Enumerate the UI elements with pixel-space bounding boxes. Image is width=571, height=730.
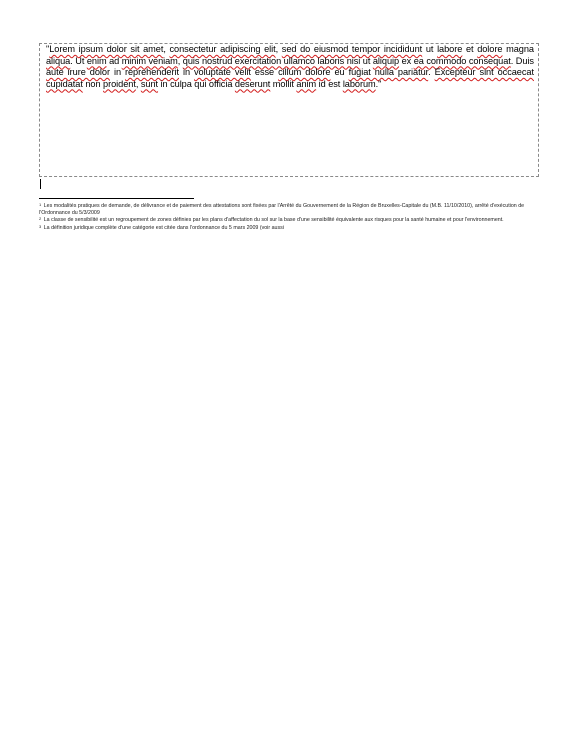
- spellcheck-flagged-text: aliquip: [372, 55, 400, 66]
- text-run: ad: [106, 55, 122, 66]
- text-run: .: [428, 67, 435, 77]
- spellcheck-flagged-text: consectetur adipiscing elit: [169, 44, 276, 54]
- spellcheck-flagged-text: enim: [86, 55, 107, 66]
- footnote-text: Les modalités pratiques de demande, de délivrance et de paiement des attestations sont fixées par l'Arrêté du Gouvernement de la Région de Bruxelles-Capitale du (M.B. 11/10/2010), arrêté d'exécution de l'Ordonnance du 5/3/2009: [39, 203, 525, 216]
- text-run: in: [178, 67, 194, 77]
- footnote-number: 1: [39, 202, 42, 207]
- footnote-separator: [39, 198, 194, 199]
- footnote-1: [39, 203, 541, 216]
- text-frame[interactable]: [39, 43, 539, 177]
- text-run: ,: [275, 44, 282, 54]
- spellcheck-flagged-text: proident: [103, 78, 136, 89]
- text-run: esse: [250, 67, 279, 77]
- spellcheck-flagged-text: aute irure dolor: [46, 67, 110, 77]
- spellcheck-flagged-text: fugiat nulla pariatur: [348, 67, 429, 77]
- footnote-3: [39, 225, 541, 232]
- text-cursor: [40, 179, 41, 189]
- text-run: magna: [502, 44, 534, 54]
- text-run: ,: [163, 44, 170, 54]
- footnote-number: 3: [39, 223, 42, 229]
- text-run: mollit: [270, 78, 297, 89]
- text-run: . Duis: [510, 55, 534, 66]
- footnote-number: 2: [39, 216, 42, 221]
- text-run: in: [109, 67, 125, 77]
- spellcheck-flagged-text: ea commodo consequat: [413, 55, 511, 66]
- spellcheck-flagged-text: sunt: [140, 78, 159, 89]
- text-run: id est: [316, 78, 343, 89]
- footnotes: [39, 203, 541, 232]
- spellcheck-flagged-text: labore: [437, 44, 463, 54]
- text-run: .": [375, 78, 382, 89]
- text-run: . Ut: [70, 55, 87, 66]
- spellcheck-flagged-text: cillum dolore: [278, 67, 331, 77]
- spellcheck-flagged-text: aliqua: [46, 55, 71, 66]
- spellcheck-flagged-text: laborum: [342, 78, 376, 89]
- spellcheck-flagged-text: sed do eiusmod tempor incididunt: [281, 44, 423, 54]
- spellcheck-flagged-text: Excepteur sint occaecat cupidatat: [46, 67, 534, 89]
- text-run: ,: [177, 55, 183, 66]
- spellcheck-flagged-text: dolore: [477, 44, 503, 54]
- spellcheck-flagged-text: voluptate velit: [194, 67, 251, 77]
- text-run: ex: [399, 55, 414, 66]
- text-run: et: [462, 44, 478, 54]
- footnote-2: [39, 217, 541, 224]
- spellcheck-flagged-text: anim: [296, 78, 317, 89]
- text-run: ": [46, 44, 50, 54]
- text-run: ut: [360, 55, 373, 66]
- frame-paragraph[interactable]: [46, 44, 534, 90]
- footnote-text: La définition juridique complète d'une catégorie est citée dans l'ordonnance du 5 mars 2009 (voir aussi: [43, 224, 284, 231]
- text-run: non: [82, 78, 104, 89]
- spellcheck-flagged-text: Lorem ipsum dolor sit amet: [49, 44, 164, 54]
- text-run: eu: [330, 67, 349, 77]
- spellcheck-flagged-text: deserunt: [234, 78, 271, 89]
- footnote-text: La classe de sensibilité est un regroupement de zones définies par les plans d'affectation du sol sur la base d'une sensibilité équivalente aux risques pour la santé humaine et pour l'environnement.: [43, 217, 504, 223]
- spellcheck-flagged-text: minim veniam: [121, 55, 178, 66]
- spellcheck-flagged-text: quis nostrud exercitation ullamco laboris nisi: [182, 55, 361, 66]
- text-run: ,: [135, 78, 141, 89]
- spellcheck-flagged-text: reprehenderit: [124, 67, 179, 77]
- text-run: ut: [422, 44, 438, 54]
- text-run: in culpa qui officia: [158, 78, 235, 89]
